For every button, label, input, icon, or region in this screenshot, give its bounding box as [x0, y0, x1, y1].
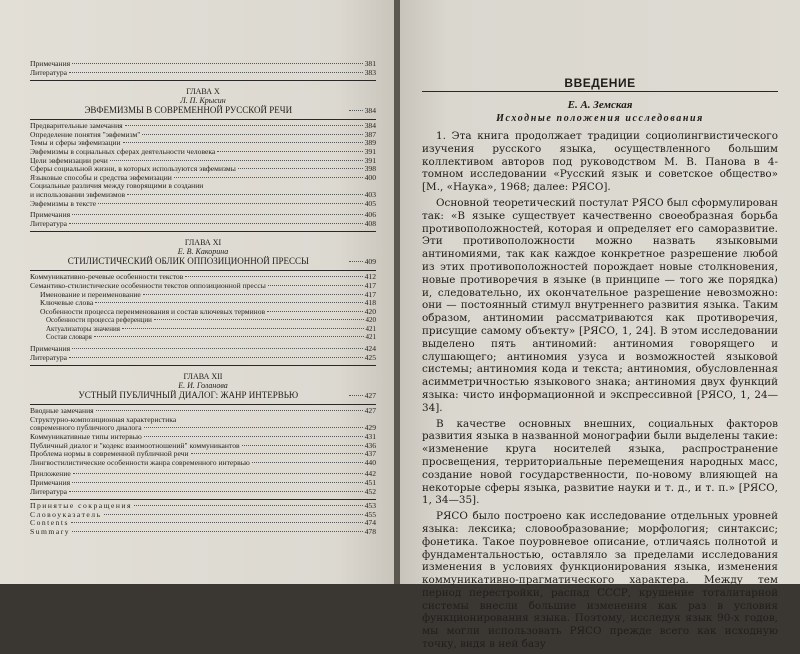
toc-entry-title: Коммуникативные типы интервью — [30, 432, 142, 442]
toc-entry-page: 452 — [364, 486, 376, 496]
toc-entry-page: 387 — [364, 129, 376, 139]
chapter-number: ГЛАВА Х — [186, 87, 220, 97]
toc-dot-leader — [73, 473, 363, 474]
toc-entry-page: 384 — [364, 121, 376, 131]
toc-dot-leader — [267, 311, 363, 312]
chapter-title: УСТНЫЙ ПУБЛИЧНЫЙ ДИАЛОГ: ЖАНР ИНТЕРВЬЮ — [78, 390, 299, 401]
toc-entry-page: 381 — [364, 59, 376, 68]
toc-dot-leader — [71, 522, 363, 523]
toc-dot-leader — [252, 462, 363, 463]
toc-entry-title: Эвфемизмы в тексте — [30, 198, 97, 208]
toc-entry-title: Принятые сокращения — [30, 501, 132, 511]
table-of-contents — [30, 60, 376, 537]
toc-entry-page: 478 — [364, 526, 376, 536]
toc-entry-page: 437 — [364, 449, 376, 459]
toc-entry-title: Ключевые слова — [40, 298, 94, 308]
toc-entry-title: Предварительные замечания — [30, 121, 123, 131]
toc-entry — [30, 470, 376, 479]
toc-entry-page: 418 — [364, 298, 376, 308]
introduction — [422, 76, 778, 654]
toc-dot-leader — [69, 223, 363, 224]
toc-dot-leader — [134, 505, 363, 506]
toc-dot-leader — [72, 214, 362, 215]
toc-dot-leader — [174, 177, 363, 178]
toc-entry — [30, 220, 376, 229]
intro-paragraph: 1. Эта книга продолжает традиции социолингвистического изучения русского языка, осуществленного большим коллективом авторов под руководством М. В. Панова в 4-томном исследовании «Русский язык и советское общество» [М., «Наука», 1968; далее: РЯСО]. — [422, 130, 778, 194]
toc-dot-leader — [349, 395, 363, 396]
toc-dot-leader — [154, 319, 364, 320]
toc-entry-title: Summary — [30, 526, 71, 536]
toc-entry-page: 391 — [364, 146, 376, 156]
toc-entry-title: Цели эвфемизации речи — [30, 155, 108, 165]
toc-entry-page: 405 — [364, 198, 376, 208]
toc-entry-page: 429 — [364, 423, 376, 433]
chapter-title-line — [30, 390, 376, 401]
chapter-rule — [30, 365, 376, 366]
toc-entry-title: Языковые способы и средства эвфемизации — [30, 172, 172, 182]
toc-entry-title: Актуализаторы значения — [46, 324, 120, 333]
toc-dot-leader — [69, 491, 363, 492]
toc-entry-title: Социальные различия между говорящими в создании — [30, 181, 204, 191]
toc-entry-title: Примечания — [30, 210, 71, 220]
toc-entry-page: 421 — [365, 324, 376, 333]
toc-entry-title: Примечания — [30, 478, 71, 487]
chapter-page: 409 — [364, 257, 376, 267]
toc-entry-title: Семантико-стилистические особенности текстов оппозиционной прессы — [30, 280, 266, 290]
toc-entry-title: Примечания — [30, 344, 71, 354]
intro-author: Е. А. Земская — [567, 99, 633, 111]
toc-dot-leader — [72, 531, 363, 532]
chapter-page: 427 — [364, 391, 376, 401]
toc-entry-title: Коммуникативно-речевые особенности текстов — [30, 272, 184, 282]
toc-entry-page: 455 — [364, 509, 376, 519]
chapter-number: ГЛАВА XII — [183, 372, 223, 382]
right-page — [400, 0, 800, 651]
intro-body — [422, 130, 778, 651]
toc-entry-title: Проблема нормы в современной публичной речи — [30, 449, 189, 459]
toc-entry-title: Литература — [30, 352, 68, 362]
toc-entry — [30, 354, 376, 363]
intro-rule — [422, 91, 778, 92]
toc-dot-leader — [69, 72, 363, 73]
toc-dot-leader — [191, 453, 363, 454]
toc-entry-page: 421 — [365, 333, 376, 342]
toc-entry-page: 425 — [364, 352, 376, 362]
toc-entry-page: 424 — [364, 344, 376, 354]
intro-paragraph: РЯСО было построено как исследование отдельных уровней языка: лексика; словообразование; морфология; синтаксис; фонетика. Такое поуровневое описание, отличаясь полнотой и фундаментальностью, оставляло за пределами исследования изменения в условиях функционирования языка, изменения коммуникативно-прагматического характера. Между тем период перестройки, распад СССР, крушение тоталитарной системы внесли большие изменения как раз в условия функционирования языка. Поэтому, исследуя язык 90-х годов, мы могли использовать РЯСО прежде всего как исходную точку, видя в ней базу — [422, 510, 778, 651]
toc-dot-leader — [94, 336, 364, 337]
toc-entry-title: Contents — [30, 518, 70, 528]
toc-entry-page: 417 — [364, 280, 376, 290]
toc-dot-leader — [110, 160, 363, 161]
toc-entry-page: 474 — [364, 518, 376, 528]
toc-entry-title: Определение понятия "эвфемизм" — [30, 129, 141, 139]
toc-entry-title: Примечания — [30, 59, 71, 68]
toc-entry-page: 406 — [364, 210, 376, 220]
toc-dot-leader — [69, 357, 363, 358]
chapter-rule — [30, 231, 376, 232]
intro-paragraph: Основной теоретический постулат РЯСО был сформулирован так: «В языке существует качественно своеобразная борьба противоположностей, которая и определяет его саморазвитие. Эти противоположности можно назвать языковыми антиномиями, так как каждое конкретное разрешение любой из этих противоположностей порождает новые столкновения, новые противоречия в языке (в принципе — того же порядка) и, следовательно, их окончательное разрешение невозможно: они — постоянный стимул внутреннего развития языка. Таким образом, антиномии рассматриваются как противоречия, присущие самому объекту» [РЯСО, 1, 24]. В этом исследовании выделено пять антиномий: антиномия говорящего и слушающего; антиномия узуса и возможностей языковой системы; антиномия кода и текста; антиномия, обусловленная асимметричностью языкового знака; антиномия двух функций языка: чисто информационной и экспрессивной [РЯСО, 1, 24—34]. — [422, 196, 778, 414]
toc-dot-leader — [349, 110, 363, 111]
toc-dot-leader — [123, 142, 363, 143]
toc-entry-title: современного публичного диалога — [30, 423, 142, 433]
toc-entry-title: Литература — [30, 486, 68, 496]
toc-entry-page: 451 — [364, 478, 376, 487]
toc-entry — [30, 211, 376, 220]
chapter-author: Е. В. Какорина — [177, 247, 229, 257]
toc-dot-leader — [143, 294, 363, 295]
toc-entry-page: 417 — [364, 289, 376, 299]
toc-dot-leader — [95, 302, 362, 303]
toc-entry-page: 453 — [364, 501, 376, 511]
chapter-author: Л. П. Крысин — [180, 96, 226, 106]
toc-dot-leader — [238, 168, 363, 169]
toc-entry — [30, 308, 376, 317]
toc-rule — [30, 499, 376, 500]
toc-entry-title: Эвфемизмы в социальных сферах деятельности человека — [30, 146, 216, 156]
toc-entry — [30, 519, 376, 528]
toc-entry-title: Публичный диалог и "кодекс взаимоотношений" коммуникантов — [30, 440, 240, 450]
toc-entry-title: Литература — [30, 67, 68, 77]
intro-heading: ВВЕДЕНИЕ — [564, 76, 636, 90]
toc-entry-page: 400 — [364, 172, 376, 182]
toc-entry-title: Литература — [30, 218, 68, 228]
toc-dot-leader — [125, 125, 363, 126]
toc-dot-leader — [217, 151, 362, 152]
toc-entry-title: Сферы социальной жизни, в которых используются эвфемизмы — [30, 164, 236, 174]
toc-entry — [30, 511, 376, 520]
left-page — [0, 0, 394, 584]
toc-entry — [30, 528, 376, 537]
chapter-title-line — [30, 256, 376, 267]
toc-entry — [30, 345, 376, 354]
toc-entry-page: 427 — [364, 406, 376, 416]
toc-dot-leader — [142, 134, 362, 135]
toc-entry — [30, 316, 376, 325]
toc-dot-leader — [144, 436, 363, 437]
toc-entry-page: 412 — [364, 272, 376, 282]
toc-entry-title: Особенности процесса референции — [46, 316, 152, 325]
toc-entry-page: 408 — [364, 218, 376, 228]
toc-dot-leader — [242, 445, 363, 446]
toc-entry-page: 442 — [364, 469, 376, 479]
chapter-rule — [30, 119, 376, 120]
chapter-rule — [30, 80, 376, 81]
toc-entry — [30, 488, 376, 497]
toc-entry-page: 403 — [364, 189, 376, 199]
toc-entry-title: Приложение — [30, 469, 71, 479]
toc-entry — [30, 325, 376, 334]
toc-entry-page: 383 — [364, 67, 376, 77]
toc-dot-leader — [72, 348, 362, 349]
intro-paragraph: В качестве основных внешних, социальных факторов развития языка в названной монографии были выделены такие: «изменение круга носителей языка, распространение просвещения, территориальные перемещения народных масс, создание новой государственности, по-новому влияющей на некоторые сферы языка, развитие науки и т. д., и т. п.» [РЯСО, 1, 34—35]. — [422, 417, 779, 507]
toc-entry-title: Особенности процесса переименования и состав ключевых терминов — [40, 306, 266, 316]
toc-entry — [30, 69, 376, 78]
toc-entry-page: 420 — [364, 306, 376, 316]
toc-entry-title: Лингвостилистические особенности жанра современного интервью — [30, 457, 250, 467]
chapter-title: ЭВФЕМИЗМЫ В СОВРЕМЕННОЙ РУССКОЙ РЕЧИ — [84, 105, 293, 116]
toc-entry — [30, 333, 376, 342]
toc-dot-leader — [72, 63, 362, 64]
toc-entry-page: 440 — [364, 457, 376, 467]
toc-entry-page: 391 — [364, 155, 376, 165]
toc-entry-page: 420 — [365, 316, 376, 325]
chapter-number: ГЛАВА XI — [184, 238, 222, 248]
chapter-author: Е. И. Голанова — [178, 381, 228, 391]
toc-entry — [30, 200, 376, 209]
toc-entry-title: Темы и сферы эвфемизации — [30, 138, 121, 148]
toc-entry-page: 436 — [364, 440, 376, 450]
toc-entry-title: Состав словаря — [46, 333, 92, 342]
toc-entry — [30, 459, 376, 468]
toc-dot-leader — [349, 261, 363, 262]
chapter-rule — [30, 270, 376, 271]
toc-dot-leader — [98, 203, 363, 204]
chapter-rule — [30, 404, 376, 405]
toc-dot-leader — [96, 410, 363, 411]
toc-entry — [30, 60, 376, 69]
toc-entry-page: 398 — [364, 164, 376, 174]
toc-dot-leader — [104, 514, 363, 515]
toc-entry — [30, 479, 376, 488]
chapter-title-line — [30, 105, 376, 116]
toc-dot-leader — [144, 427, 363, 428]
toc-dot-leader — [185, 276, 362, 277]
toc-dot-leader — [122, 328, 364, 329]
toc-dot-leader — [127, 194, 363, 195]
toc-entry-title: Именование и переименование — [40, 289, 141, 299]
intro-subtitle: Исходные положения исследования — [496, 113, 704, 124]
toc-dot-leader — [268, 285, 363, 286]
toc-entry-title: Структурно-композиционная характеристика — [30, 414, 177, 424]
chapter-title: СТИЛИСТИЧЕСКИЙ ОБЛИК ОППОЗИЦИОННОЙ ПРЕССЫ — [67, 256, 309, 267]
toc-entry-page: 389 — [364, 138, 376, 148]
toc-entry-title: Вводные замечания — [30, 406, 94, 416]
toc-entry-title: Словоуказатель — [30, 509, 102, 519]
chapter-page: 384 — [364, 106, 376, 116]
toc-entry-title: и использовании эвфемизмов — [30, 189, 126, 199]
toc-dot-leader — [72, 482, 362, 483]
toc-entry-page: 431 — [364, 432, 376, 442]
